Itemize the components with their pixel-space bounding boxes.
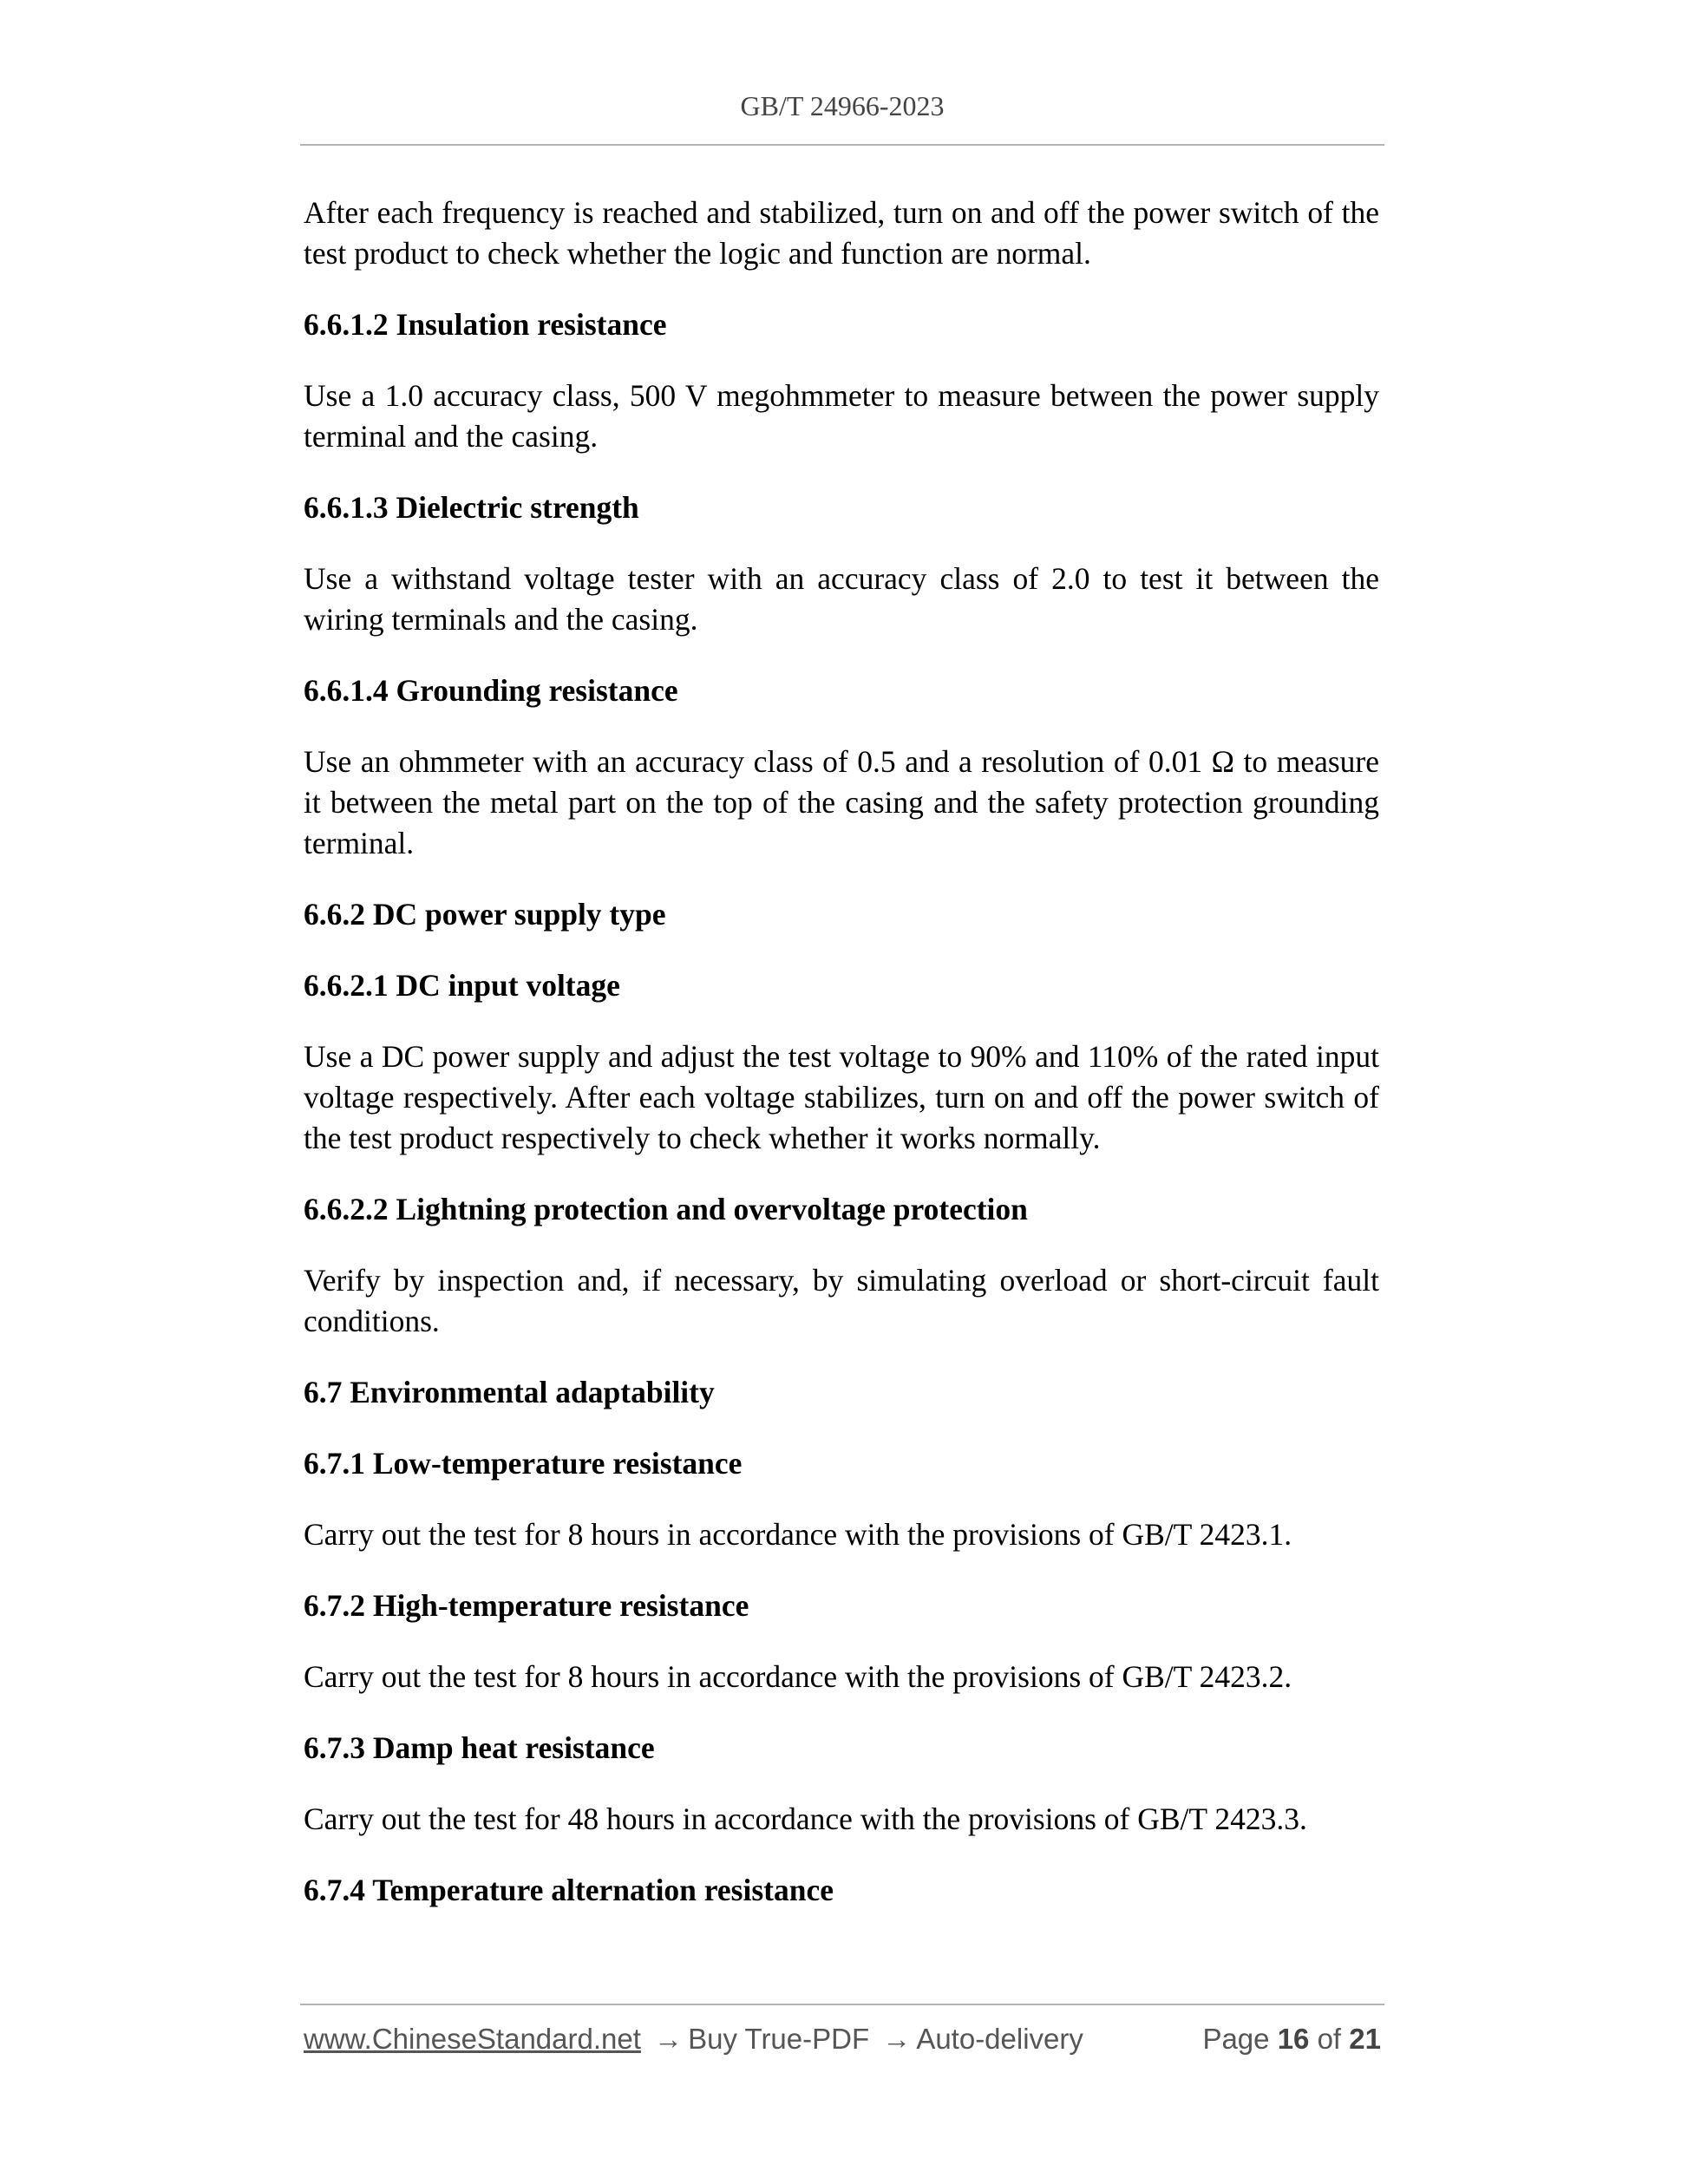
footer-promo	[304, 2023, 1083, 2056]
paragraph-insulation-resistance: Use a 1.0 accuracy class, 500 V megohmmeter to measure between the power supply terminal and the casing.	[304, 378, 1379, 454]
page-footer	[304, 2023, 1381, 2056]
page-current: 16	[1277, 2023, 1310, 2055]
heading-6-6-1-4: 6.6.1.4 Grounding resistance	[304, 673, 678, 708]
arrow-right-icon: →	[654, 2023, 684, 2055]
page-counter	[1202, 2023, 1381, 2056]
chinesestandard-link[interactable]: www.ChineseStandard.net	[304, 2023, 641, 2055]
paragraph-dc-input-voltage: Use a DC power supply and adjust the test voltage to 90% and 110% of the rated input voltage respectively. After each voltage stabilizes, turn on and off the power switch of the test product respectively to check whether it works normally.	[304, 1039, 1379, 1155]
heading-6-6-2: 6.6.2 DC power supply type	[304, 897, 666, 932]
paragraph-dielectric-strength: Use a withstand voltage tester with an accuracy class of 2.0 to test it between the wiring terminals and the casing.	[304, 561, 1379, 637]
arrow-right-icon: →	[882, 2023, 912, 2055]
header-divider	[300, 144, 1384, 146]
buy-true-pdf-text: Buy True-PDF	[688, 2023, 870, 2055]
heading-6-6-1-2: 6.6.1.2 Insulation resistance	[304, 307, 667, 342]
auto-delivery-text: Auto-delivery	[916, 2023, 1083, 2055]
paragraph-high-temperature: Carry out the test for 8 hours in accordance with the provisions of GB/T 2423.2.	[304, 1659, 1292, 1694]
document-body	[304, 193, 1379, 1941]
paragraph-frequency-check: After each frequency is reached and stabilized, turn on and off the power switch of the test product to check whether the logic and function are normal.	[304, 195, 1379, 271]
page-total: 21	[1349, 2023, 1381, 2055]
heading-6-7-1: 6.7.1 Low-temperature resistance	[304, 1446, 743, 1481]
page-header-title: GB/T 24966-2023	[740, 90, 945, 121]
heading-6-6-2-1: 6.6.2.1 DC input voltage	[304, 968, 620, 1003]
paragraph-low-temperature: Carry out the test for 8 hours in accordance with the provisions of GB/T 2423.1.	[304, 1517, 1292, 1552]
heading-6-6-2-2: 6.6.2.2 Lightning protection and overvoltage protection	[304, 1192, 1028, 1226]
heading-6-7-2: 6.7.2 High-temperature resistance	[304, 1588, 749, 1623]
heading-6-6-1-3: 6.6.1.3 Dielectric strength	[304, 490, 639, 525]
paragraph-grounding-resistance: Use an ohmmeter with an accuracy class of 0.5 and a resolution of 0.01 Ω to measure it between the metal part on the top of the casing and the safety protection grounding terminal.	[304, 744, 1379, 860]
page-label: Page	[1202, 2023, 1270, 2055]
paragraph-damp-heat: Carry out the test for 48 hours in accordance with the provisions of GB/T 2423.3.	[304, 1801, 1307, 1836]
footer-divider	[300, 2004, 1384, 2005]
heading-6-7-4: 6.7.4 Temperature alternation resistance	[304, 1873, 834, 1907]
heading-6-7-3: 6.7.3 Damp heat resistance	[304, 1730, 655, 1765]
heading-6-7: 6.7 Environmental adaptability	[304, 1375, 715, 1409]
page-of-label: of	[1317, 2023, 1342, 2055]
paragraph-lightning-protection: Verify by inspection and, if necessary, by simulating overload or short-circuit fault conditions.	[304, 1263, 1379, 1338]
